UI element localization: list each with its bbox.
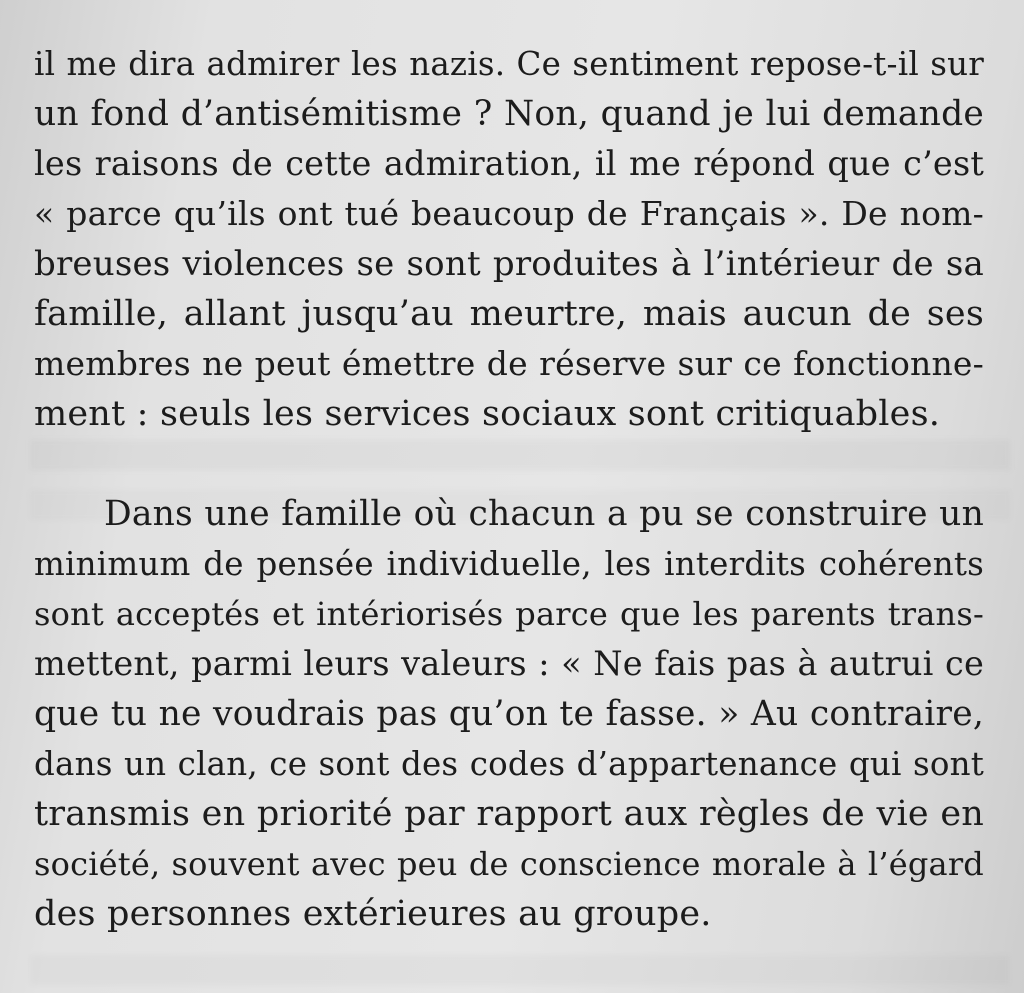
text-line: il me dira admirer les nazis. Ce sentiment repose-t-il sur: [34, 45, 984, 83]
text-line: Dans une famille où chacun a pu se construire un: [104, 494, 984, 534]
text-line: minimum de pensée individuelle, les interdits cohérents: [34, 545, 984, 583]
text-line: des personnes extérieures au groupe.: [34, 894, 712, 934]
text-line: ment : seuls les services sociaux sont critiquables.: [34, 394, 941, 434]
show-through-shadow: [30, 440, 1010, 470]
text-line: un fond d’antisémitisme ? Non, quand je lui demande: [34, 94, 984, 134]
text-line: transmis en priorité par rapport aux règles de vie en: [34, 794, 984, 834]
text-line: société, souvent avec peu de conscience morale à l’égard: [34, 845, 984, 883]
text-line: famille, allant jusqu’au meurtre, mais aucun de ses: [34, 294, 984, 334]
text-line: dans un clan, ce sont des codes d’appartenance qui sont: [34, 745, 984, 783]
text-line: « parce qu’ils ont tué beaucoup de Français ». De nom-: [34, 194, 984, 233]
show-through-shadow: [30, 955, 1010, 985]
text-line: que tu ne voudrais pas qu’on te fasse. » Au contraire,: [34, 694, 984, 734]
text-line: mettent, parmi leurs valeurs : « Ne fais pas à autrui ce: [34, 644, 984, 683]
text-line: sont acceptés et intériorisés parce que les parents trans-: [34, 595, 984, 633]
text-line: membres ne peut émettre de réserve sur ce fonctionne-: [34, 344, 984, 383]
text-line: breuses violences se sont produites à l’intérieur de sa: [34, 244, 984, 284]
text-line: les raisons de cette admiration, il me répond que c’est: [34, 144, 984, 183]
